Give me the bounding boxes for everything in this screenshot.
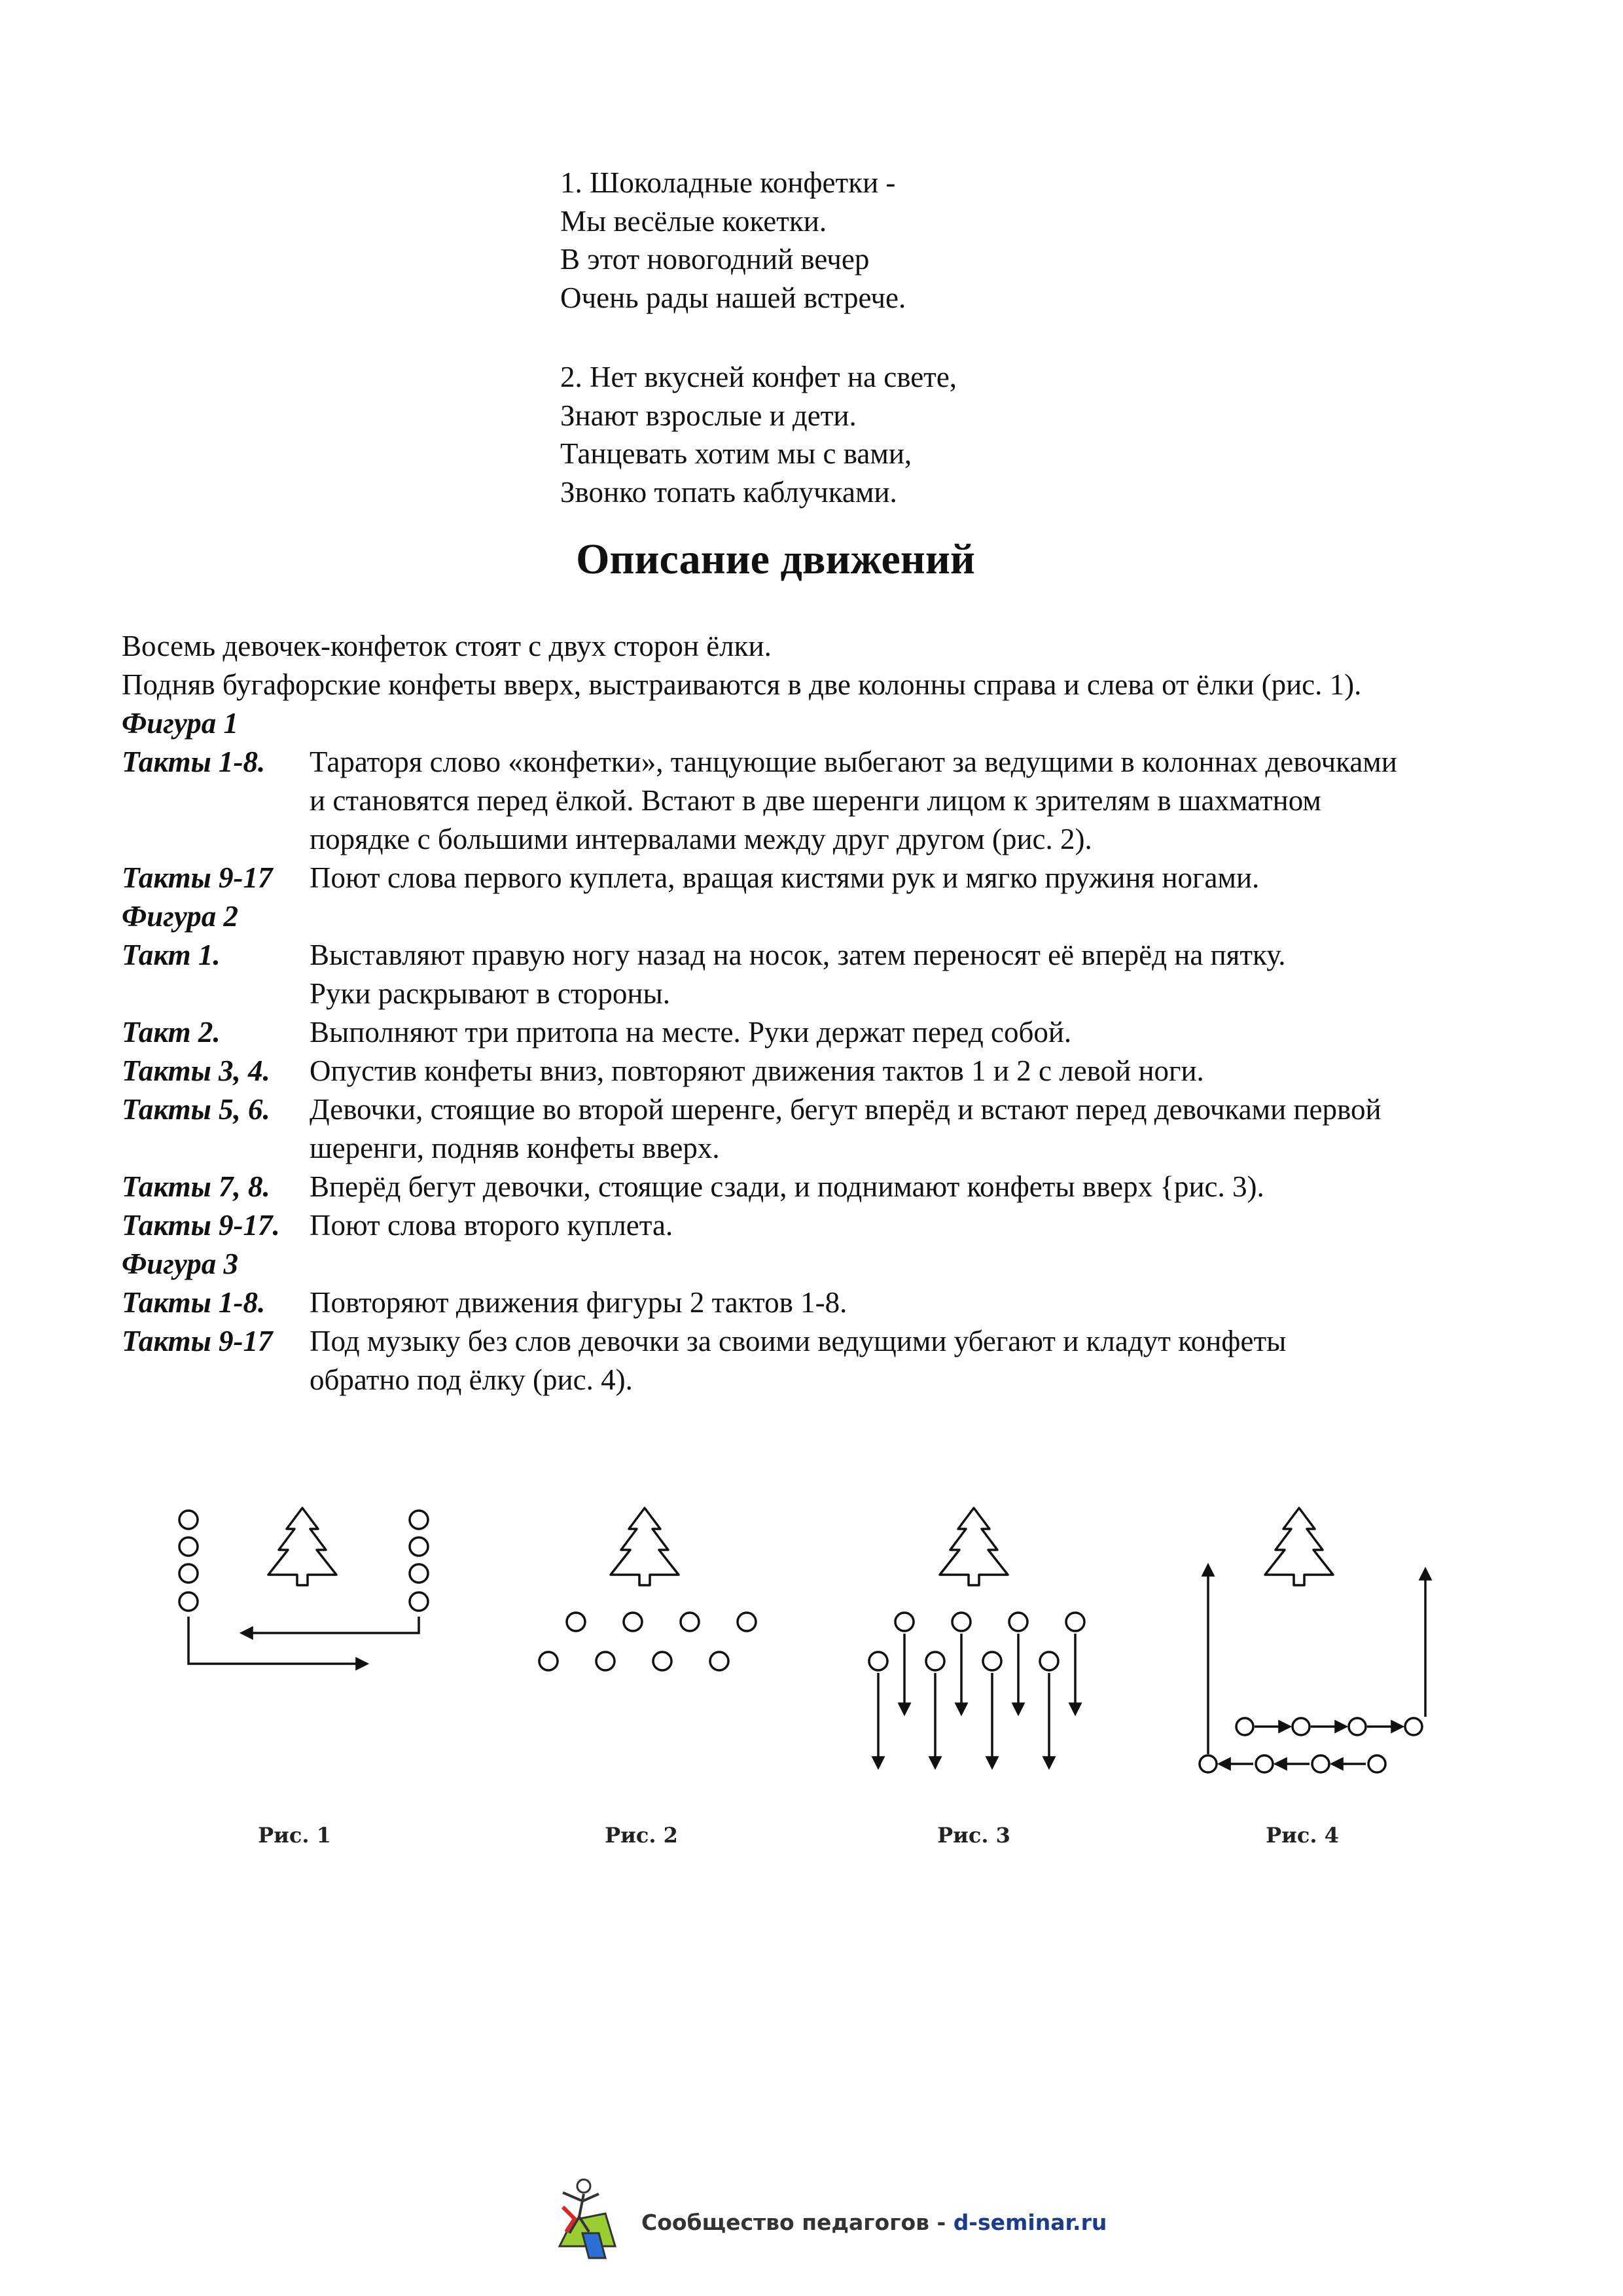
step-label: Такты 9-17 [122,1325,273,1357]
section-heading: Описание движений [576,535,975,583]
step-label: Такты 9-17 [122,861,273,894]
girl-marker [624,1613,642,1631]
girl-marker [926,1652,944,1670]
footer-label: Сообщество педагогов - [641,2210,954,2235]
step-text: Под музыку без слов девочки за своими ведущими убегают и кладут конфеты [310,1325,1287,1357]
intro-line: Восемь девочек-конфеток стоят с двух сторон ёлки. [122,630,772,662]
step-text: порядке с большими интервалами между друг другом (рис. 2). [310,823,1092,855]
step-text: обратно под ёлку (рис. 4). [310,1363,633,1396]
girl-marker [179,1564,198,1583]
girl-marker [983,1652,1001,1670]
figure-3-title: Фигура 3 [122,1247,239,1280]
step-text: Выполняют три притопа на месте. Руки держат перед собой. [310,1016,1072,1049]
girl-marker [1312,1755,1329,1772]
poem-line: Знают взрослые и дети. [560,399,857,432]
step-label: Такты 9-17. [122,1209,280,1242]
figure-1-title: Фигура 1 [122,707,239,740]
diagram-2 [539,1508,756,1670]
girl-marker [1368,1755,1385,1772]
step-label: Такт 1. [122,939,221,971]
step-text: Руки раскрывают в стороны. [310,977,670,1010]
community-logo-icon [543,2168,635,2266]
girl-marker [179,1511,198,1529]
diagram-1 [179,1508,428,1664]
tree-icon [611,1508,679,1585]
step-text: Опустив конфеты вниз, повторяют движения тактов 1 и 2 с левой ноги. [310,1054,1204,1087]
site-link[interactable]: d-seminar.ru [953,2210,1107,2235]
poem-line: Очень рады нашей встрече. [560,281,906,314]
step-text: Повторяют движения фигуры 2 тактов 1-8. [310,1286,847,1319]
girl-marker [179,1592,198,1611]
girl-marker [869,1652,887,1670]
poem-line: Звонко топать каблучками. [560,475,897,509]
girl-marker [410,1537,428,1556]
poem-line: 2. Нет вкусней конфет на свете, [560,361,957,393]
step-label: Такты 3, 4. [122,1054,270,1087]
step-text: и становятся перед ёлкой. Встают в две шеренги лицом к зрителям в шахматном [310,784,1321,817]
poem-line: Танцевать хотим мы с вами, [560,437,912,470]
step-label: Такты 1-8. [122,1286,266,1319]
step-label: Такты 5, 6. [122,1093,270,1126]
girl-marker [1040,1652,1058,1670]
path-arrow [242,1617,419,1633]
step-text: Тараторя слово «конфетки», танцующие выбегают за ведущими в колоннах девочками [310,745,1397,778]
girl-marker [1236,1718,1253,1735]
girl-marker [596,1652,615,1670]
poem-line: В этот новогодний вечер [560,243,870,276]
girl-marker [410,1511,428,1529]
girl-marker [1405,1718,1422,1735]
girl-marker [653,1652,671,1670]
girl-marker [179,1537,198,1556]
caption-3: Рис. 3 [937,1823,1010,1848]
diagram-4 [1200,1508,1425,1772]
step-text: Вперёд бегут девочки, стоящие сзади, и поднимают конфеты вверх {рис. 3). [310,1170,1264,1203]
tree-icon [1265,1508,1333,1585]
tree-icon [268,1508,336,1585]
poem-line: 1. Шоколадные конфетки - [560,166,896,199]
girl-marker [952,1613,971,1631]
girl-marker [1009,1613,1027,1631]
path-arrow [188,1617,366,1664]
tree-icon [940,1508,1008,1585]
step-label: Такт 2. [122,1016,221,1049]
figure-2-title: Фигура 2 [122,900,239,933]
step-text: Выставляют правую ногу назад на носок, затем переносят её вперёд на пятку. [310,939,1286,971]
girl-marker [710,1652,728,1670]
caption-1: Рис. 1 [258,1823,331,1848]
girl-marker [410,1592,428,1611]
diagram-3 [869,1508,1084,1767]
girl-marker [410,1564,428,1583]
step-text: Поют слова первого куплета, вращая кистями рук и мягко пружиня ногами. [310,861,1260,894]
footer-text [641,2210,1107,2235]
girl-marker [895,1613,914,1631]
girl-marker [1200,1755,1217,1772]
girl-marker [1293,1718,1310,1735]
step-label: Такты 7, 8. [122,1170,270,1203]
step-text: шеренги, подняв конфеты вверх. [310,1132,720,1164]
intro-line: Подняв бугафорские конфеты вверх, выстраиваются в две колонны справа и слева от ёлки (рис. 1). [122,668,1362,701]
girl-marker [539,1652,558,1670]
step-text: Девочки, стоящие во второй шеренге, бегут вперёд и встают перед девочками первой [310,1093,1382,1126]
girl-marker [1349,1718,1366,1735]
poem-line: Мы весёлые кокетки. [560,204,827,238]
girl-marker [1256,1755,1273,1772]
caption-4: Рис. 4 [1266,1823,1339,1848]
girl-marker [567,1613,585,1631]
caption-2: Рис. 2 [605,1823,678,1848]
step-label: Такты 1-8. [122,745,266,778]
girl-marker [738,1613,756,1631]
step-text: Поют слова второго куплета. [310,1209,673,1242]
girl-marker [1066,1613,1084,1631]
girl-marker [681,1613,699,1631]
